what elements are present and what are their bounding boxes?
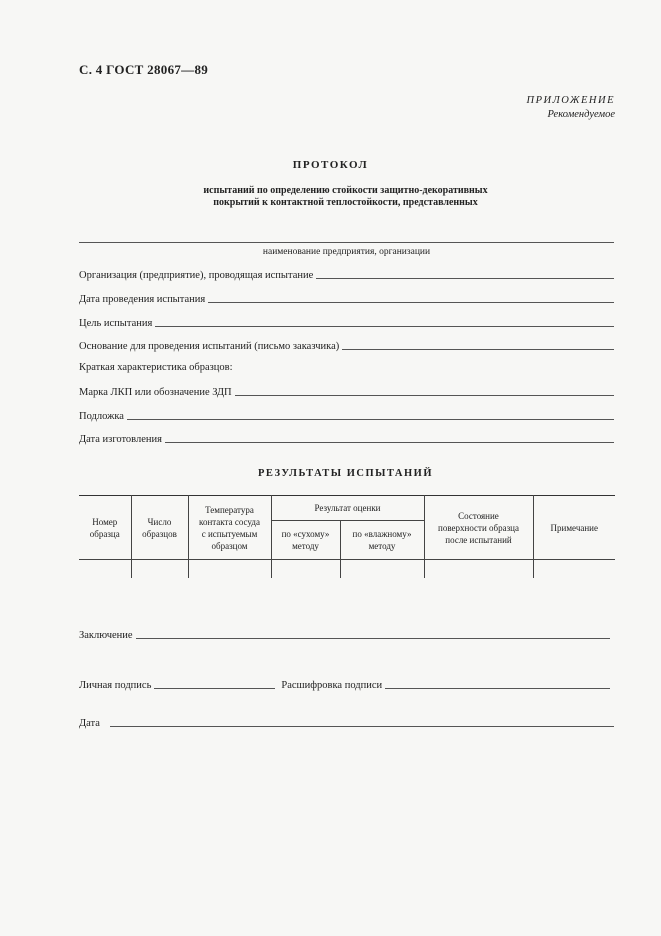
manufacture-date-field-line[interactable] <box>165 442 614 443</box>
results-title: РЕЗУЛЬТАТЫ ИСПЫТАНИЙ <box>258 468 433 479</box>
appendix-label <box>527 94 616 122</box>
manufacture-date-field-label: Дата изготовления <box>79 434 162 445</box>
page-header: С. 4 ГОСТ 28067—89 <box>79 62 209 77</box>
org-field[interactable] <box>79 267 614 281</box>
conclusion-field-label: Заключение <box>79 630 133 641</box>
col-header-temperature: Температура контакта сосуда с испытуемым образцом <box>188 496 271 560</box>
final-date-field[interactable] <box>79 715 614 729</box>
col-header-dry: по «сухому» методу <box>271 521 340 560</box>
basis-field[interactable] <box>79 338 614 352</box>
conclusion-field-line[interactable] <box>136 638 610 639</box>
col-header-surface: Состояние поверхности образца после испытаний <box>424 496 533 560</box>
protocol-title: ПРОТОКОЛ <box>292 159 369 171</box>
conclusion-field[interactable] <box>79 627 610 641</box>
col-header-count: Число образцов <box>131 496 188 560</box>
substrate-field-label: Подложка <box>79 411 124 422</box>
substrate-field[interactable] <box>79 408 614 422</box>
final-date-label: Дата <box>79 718 100 729</box>
cell-count[interactable] <box>131 560 188 579</box>
purpose-field-line[interactable] <box>155 326 614 327</box>
cell-temperature[interactable] <box>188 560 271 579</box>
manufacture-date-field[interactable] <box>79 431 614 445</box>
col-header-wet: по «влажному» методу <box>340 521 424 560</box>
final-date-line[interactable] <box>110 726 614 727</box>
protocol-subtitle <box>0 185 661 209</box>
col-header-number: Номер образца <box>79 496 131 560</box>
org-name-caption: наименование предприятия, организации <box>262 247 431 257</box>
test-date-field-label: Дата проведения испытания <box>79 294 206 305</box>
cell-surface[interactable] <box>424 560 533 579</box>
decoding-line[interactable] <box>385 688 610 689</box>
cell-number[interactable] <box>79 560 131 579</box>
brand-field-label: Марка ЛКП или обозначение ЗДП <box>79 387 232 398</box>
test-date-field-line[interactable] <box>208 302 614 303</box>
decoding-label: Расшифровка подписи <box>281 680 383 691</box>
cell-wet[interactable] <box>340 560 424 579</box>
test-date-field[interactable] <box>79 291 614 305</box>
appendix-title: ПРИЛОЖЕНИЕ <box>526 95 615 106</box>
purpose-field-label: Цель испытания <box>79 318 153 329</box>
col-header-note: Примечание <box>533 496 615 560</box>
substrate-field-line[interactable] <box>127 419 614 420</box>
table-row[interactable] <box>79 560 615 579</box>
org-name-line[interactable] <box>79 242 614 243</box>
brand-field[interactable] <box>79 384 614 398</box>
purpose-field[interactable] <box>79 315 614 329</box>
signature-row <box>79 677 610 691</box>
signature-line[interactable] <box>154 688 275 689</box>
appendix-subtitle: Рекомендуемое <box>547 109 615 120</box>
signature-label: Личная подпись <box>79 680 152 691</box>
org-field-line[interactable] <box>316 278 614 279</box>
basis-field-label: Основание для проведения испытаний (письмо заказчика) <box>79 341 340 352</box>
brand-field-line[interactable] <box>235 395 614 396</box>
protocol-subtitle-line1: испытаний по определению стойкости защитно-декоративных <box>203 185 488 196</box>
col-header-evaluation: Результат оценки <box>271 496 424 521</box>
samples-characteristics-label: Краткая характеристика образцов: <box>79 362 233 373</box>
table-header-row <box>79 496 615 521</box>
basis-field-line[interactable] <box>342 349 614 350</box>
cell-note[interactable] <box>533 560 615 579</box>
protocol-subtitle-line2: покрытий к контактной теплостойкости, представленных <box>213 197 478 208</box>
results-table <box>79 495 615 578</box>
cell-dry[interactable] <box>271 560 340 579</box>
org-field-label: Организация (предприятие), проводящая испытание <box>79 270 314 281</box>
